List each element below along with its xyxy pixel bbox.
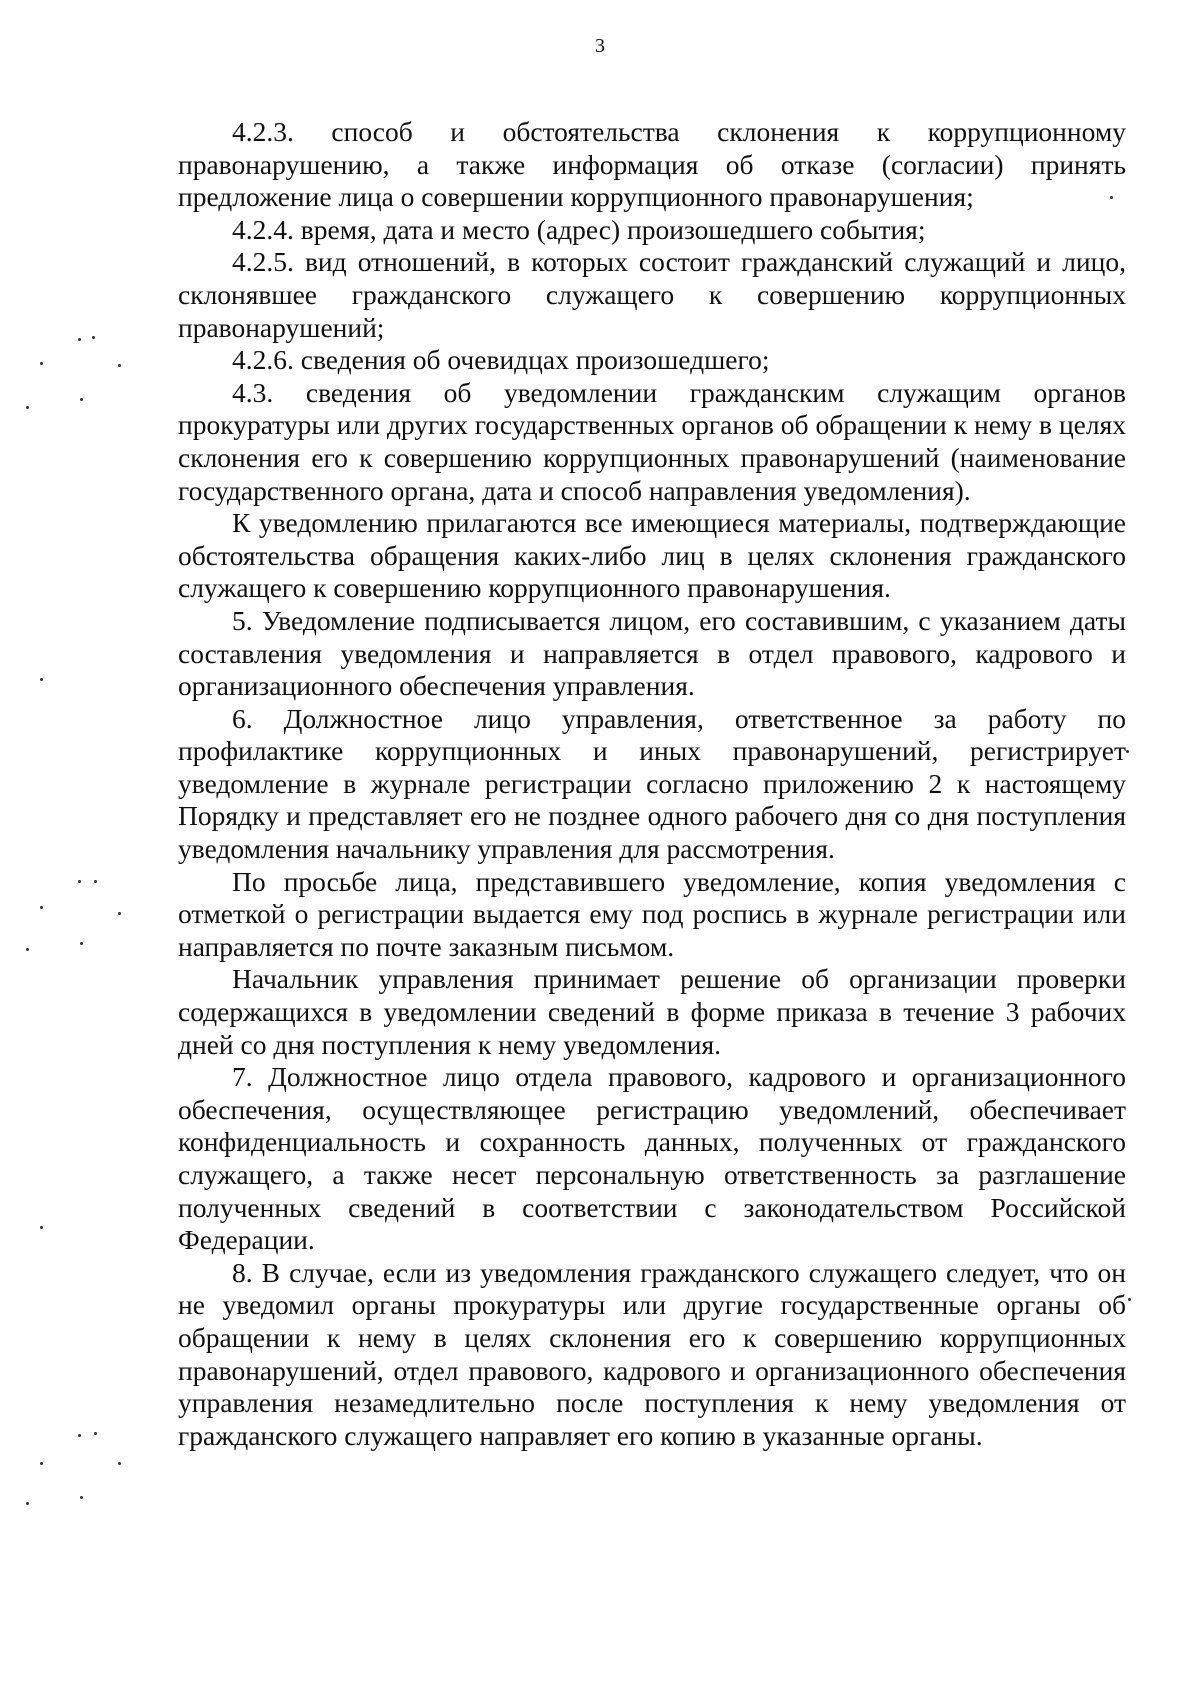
scan-speck: [78, 880, 81, 883]
scan-speck: [78, 338, 81, 341]
scan-speck: [92, 336, 95, 339]
paragraph-head-decision: Начальник управления принимает решение об организации проверки содержащихся в уведомлении сведений в форме приказа в течение 3 рабочих дней со дня поступления к нему уведомления.: [178, 963, 1126, 1060]
paragraph-6: 6. Должностное лицо управления, ответственное за работу по профилактике коррупционных и иных правонарушений, регистрирует уведомление в журнале регистрации согласно приложению 2 к настоящему Порядку и представляет его не позднее одного рабочего дня со дня поступления уведомления начальнику управления для рассмотрения.: [178, 702, 1126, 865]
scan-speck: [1128, 1298, 1131, 1301]
scan-speck: [40, 362, 43, 365]
document-body: [178, 116, 1126, 1452]
paragraph-4-2-5: 4.2.5. вид отношений, в которых состоит гражданский служащий и лицо, склонявшее гражданского служащего к совершению коррупционных правонарушений;: [178, 246, 1126, 343]
scan-speck: [1110, 196, 1113, 199]
scan-speck: [118, 912, 121, 915]
scan-speck: [118, 1462, 121, 1465]
page-number: 3: [595, 35, 605, 57]
paragraph-copy-request: По просьбе лица, представившего уведомление, копия уведомления с отметкой о регистрации выдается ему под роспись в журнале регистрации или направляется по почте заказным письмом.: [178, 865, 1126, 962]
scan-speck: [26, 406, 29, 409]
scan-speck: [78, 1434, 81, 1437]
scan-speck: [80, 942, 83, 945]
scan-speck: [26, 948, 29, 951]
scan-speck: [26, 1502, 29, 1505]
paragraph-4-2-4: 4.2.4. время, дата и место (адрес) произошедшего события;: [232, 213, 926, 245]
scan-speck: [80, 398, 83, 401]
scan-speck: [94, 880, 97, 883]
paragraph-8: 8. В случае, если из уведомления гражданского служащего следует, что он не уведомил органы прокуратуры или другие государственные органы об обращении к нему в целях склонения его к совершению коррупционных правонарушений, отдел правового, кадрового и организационного обеспечения управления незамедлительно после поступления к нему уведомления от гражданского служащего направляет его копию в указанные органы.: [178, 1256, 1126, 1451]
scan-speck: [1126, 750, 1129, 753]
scan-speck: [40, 1226, 43, 1229]
paragraph-4-2-6: 4.2.6. сведения об очевидцах произошедшего;: [232, 344, 770, 376]
paragraph-4-3: 4.3. сведения об уведомлении гражданским служащим органов прокуратуры или других государственных органов об обращении к нему в целях склонения его к совершению коррупционных правонарушений (наименование государственного органа, дата и способ направления уведомления).: [178, 376, 1126, 506]
scan-speck: [80, 1496, 83, 1499]
paragraph-attachments: К уведомлению прилагаются все имеющиеся материалы, подтверждающие обстоятельства обращения каких-либо лиц в целях склонения гражданского служащего к совершению коррупционного правонарушения.: [178, 507, 1126, 604]
paragraph-7: 7. Должностное лицо отдела правового, кадрового и организационного обеспечения, осуществляющее регистрацию уведомлений, обеспечивает конфиденциальность и сохранность данных, полученных от гражданского служащего, а также несет персональную ответственность за разглашение полученных сведений в соответствии с законодательством Российской Федерации.: [178, 1061, 1126, 1256]
scan-speck: [118, 364, 121, 367]
scan-speck: [40, 678, 43, 681]
scan-speck: [94, 1432, 97, 1435]
paragraph-4-2-3: 4.2.3. способ и обстоятельства склонения к коррупционному правонарушению, а также информация об отказе (согласии) принять предложение лица о совершении коррупционного правонарушения;: [178, 116, 1126, 213]
scan-speck: [40, 1462, 43, 1465]
paragraph-5: 5. Уведомление подписывается лицом, его составившим, с указанием даты составления уведомления и направляется в отдел правового, кадрового и организационного обеспечения управления.: [178, 604, 1126, 702]
scan-speck: [40, 906, 43, 909]
